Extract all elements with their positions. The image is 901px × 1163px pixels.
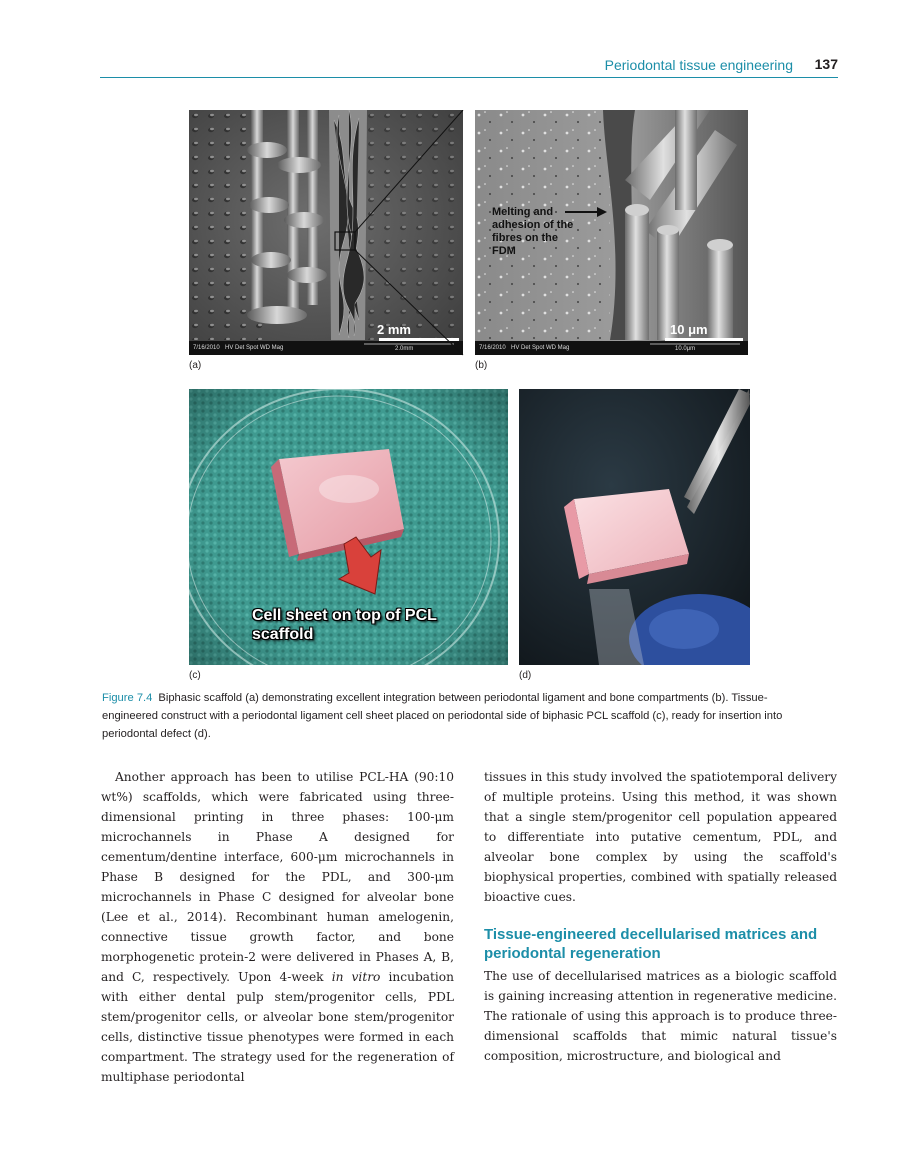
figure-label: Figure 7.4 — [102, 692, 153, 704]
body-column-right — [484, 767, 837, 1066]
zoom-lines — [189, 110, 479, 360]
italic-in-vitro: in vitro — [331, 970, 381, 984]
paragraph-spatiotemporal: tissues in this study involved the spatiotemporal delivery of multiple proteins. Using this method, it was shown that a single stem/progenitor cell population appeared to differentiate into putative cementum, PDL, and alveolar bone complex by using the scaffold's biophysical properties, combined with spatially released bioactive cues. — [484, 770, 837, 904]
paragraph-decellularised: The use of decellularised matrices as a biologic scaffold is gaining increasing attention in regenerative medicine. The rationale of using this approach is to produce three-dimensional scaffolds that mimic natural tissue's composition, microstructure, and biological and — [484, 969, 837, 1063]
panel-label-a: (a) — [189, 360, 202, 371]
info-date-b: 7/16/2010 — [479, 345, 506, 351]
header-rule — [100, 77, 838, 78]
photo-d — [519, 389, 750, 665]
figure-panel-b — [475, 110, 748, 355]
caption-text: Biphasic scaffold (a) demonstrating excellent integration between periodontal ligament and bone compartments (b). Tissue-engineered construct with a periodontal ligament cell sheet placed on periodontal side of biphasic PCL scaffold (c), ready for insertion into periodontal defect (d). — [102, 692, 783, 740]
running-title: Periodontal tissue engineering — [604, 57, 793, 73]
cell-sheet-annotation: Cell sheet on top of PCL scaffold — [252, 607, 437, 643]
figure-panel-d — [519, 389, 750, 665]
panel-label-c: (c) — [189, 670, 201, 681]
body-column-left — [101, 767, 454, 1087]
info-fields-b: HV Det Spot WD Mag — [511, 345, 570, 351]
paragraph-text: incubation with either dental pulp stem/progenitor cells, PDL stem/progenitor cells, or alveolar bone stem/progenitor cells, distinctive tissue phenotypes were formed in each compartment. The strategy used for the regeneration of multiphase periodontal — [101, 970, 454, 1084]
scale-bar-label-a: 2 mm — [377, 322, 411, 337]
figure-panel-c — [189, 389, 508, 665]
paragraph-text: Another approach has been to utilise PCL-HA (90:10 wt%) scaffolds, which were fabricated using three-dimensional printing in three phases: 100-μm microchannels in Phase A designed for cementum/dentine interface, 600-μm microchannels in Phase B designed for the PDL, and 300-μm microchannels in Phase C designed for alveolar bone (Lee et al., 2014). Recombinant human amelogenin, connective tissue growth factor, and bone morphogenetic protein-2 were delivered in Phases A, B, and C, respectively. Upon 4-week — [101, 770, 454, 984]
info-scale-a: 2.0mm — [395, 346, 414, 352]
scale-bar-label-b: 10 μm — [670, 322, 708, 337]
fdm-annotation: Melting and adhesion of the fibres on the FDM — [492, 206, 574, 257]
panel-label-d: (d) — [519, 670, 532, 681]
info-scale-b: 10.0μm — [675, 346, 696, 352]
info-date-a: 7/16/2010 — [193, 345, 220, 351]
section-heading: Tissue-engineered decellularised matrices and periodontal regeneration — [484, 926, 818, 962]
figure-caption — [102, 689, 822, 743]
panel-label-b: (b) — [475, 360, 488, 371]
page-number: 137 — [814, 56, 838, 72]
paragraph-pcl-ha — [101, 767, 454, 1087]
info-fields-a: HV Det Spot WD Mag — [225, 345, 284, 351]
